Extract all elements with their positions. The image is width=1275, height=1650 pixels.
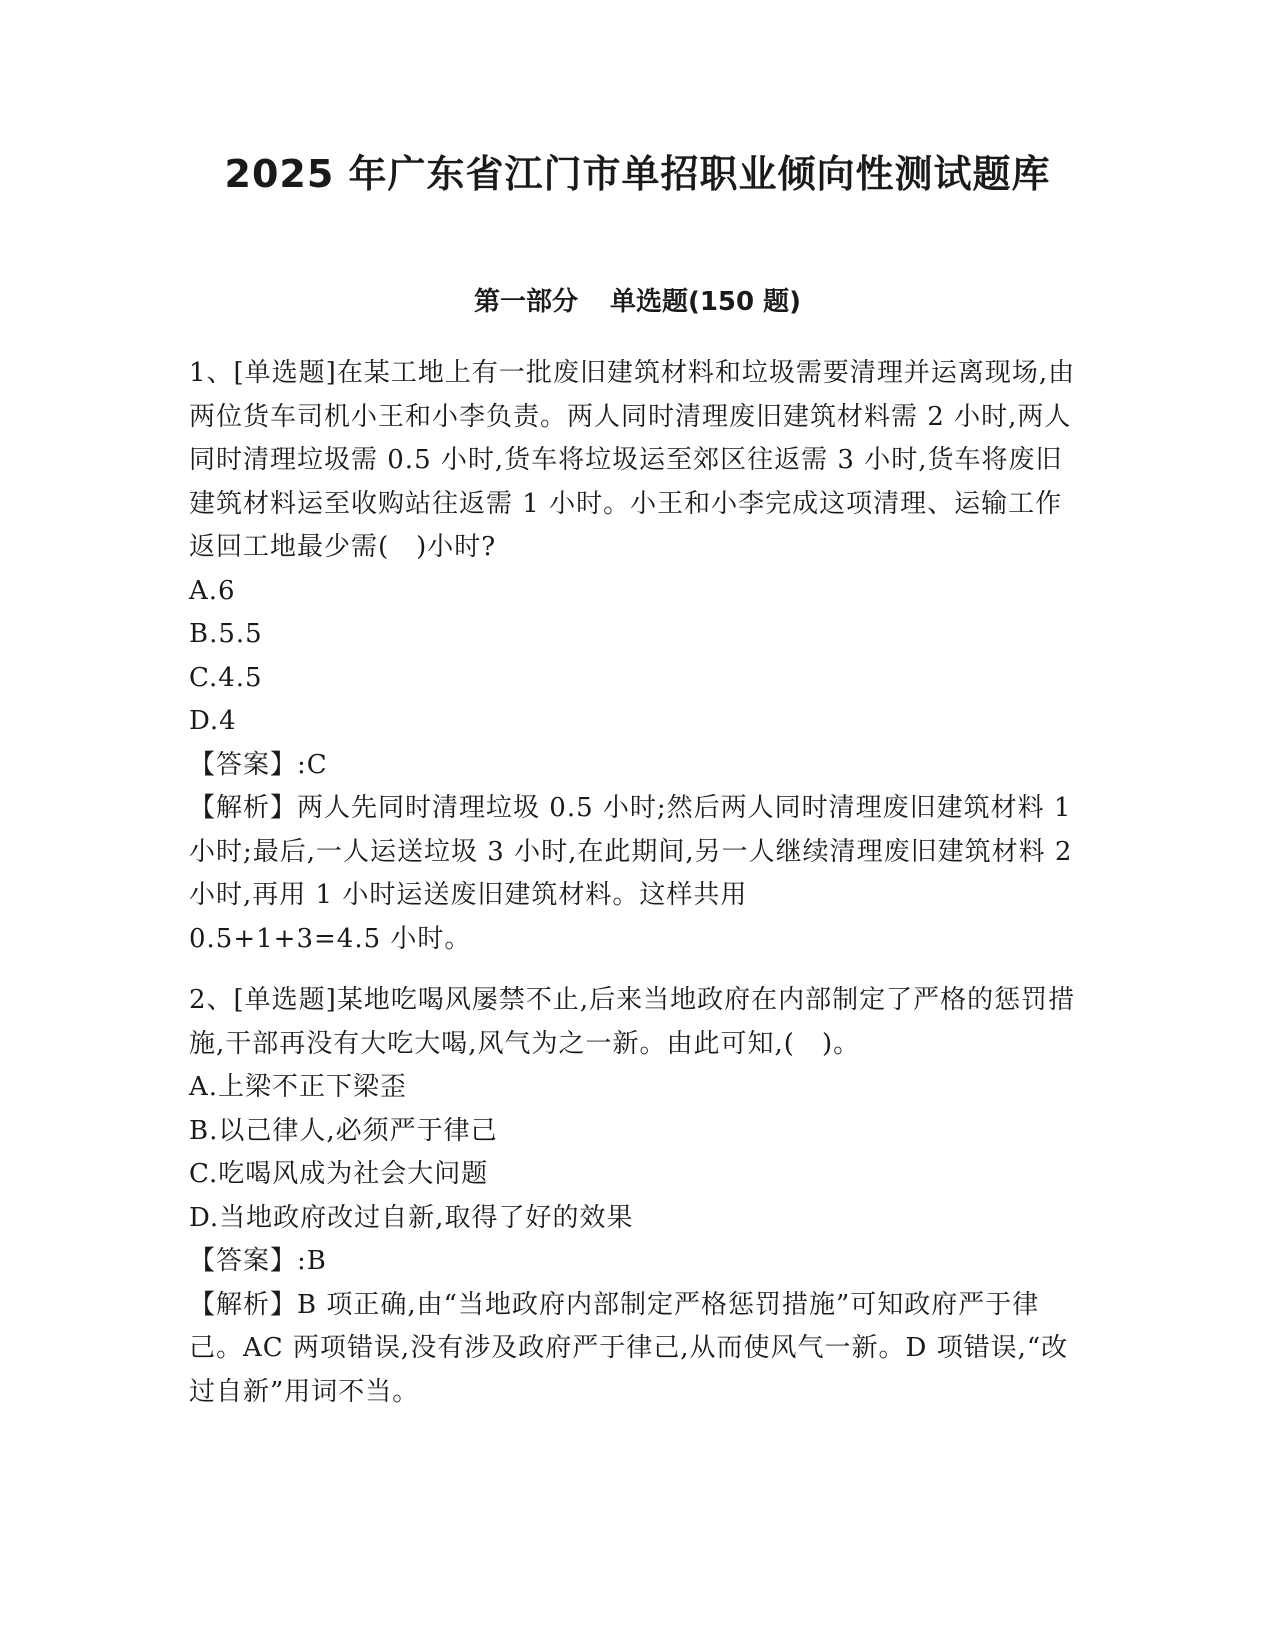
question-list	[189, 352, 1079, 1414]
answer-value: C	[306, 749, 328, 780]
question-stem: 2、[单选题]某地吃喝风屡禁不止,后来当地政府在内部制定了严格的惩罚措施,干部再没有大吃大喝,风气为之一新。由此可知,( )。	[189, 985, 1076, 1059]
analysis-text: B 项正确,由“当地政府内部制定严格惩罚措施”可知政府严于律己。AC 两项错误,没有涉及政府严于律己,从而使风气一新。D 项错误,“改过自新”用词不当。	[189, 1289, 1069, 1407]
option-d: D.4	[189, 706, 237, 736]
answer-line	[189, 744, 1079, 788]
analysis-line	[189, 787, 1079, 918]
answer-label: 【答案】:	[189, 749, 307, 780]
analysis-label: 【解析】	[189, 1289, 298, 1320]
analysis-line	[189, 1284, 1079, 1415]
option-a: A.6	[189, 575, 236, 606]
section-heading	[0, 284, 1275, 320]
question-stem: 1、[单选题]在某工地上有一批废旧建筑材料和垃圾需要清理并运离现场,由两位货车司机小王和小李负责。两人同时清理废旧建筑材料需 2 小时,两人同时清理垃圾需 0.5 小时,货车将垃圾运至郊区往返需 3 小时,货车将废旧建筑材料运至收购站往返需 1 小时。小王和小李完成这项清理、运输工作返回工地最少需( )小时?	[189, 358, 1076, 562]
answer-value: B	[306, 1246, 327, 1276]
option-c: C.4.5	[189, 662, 263, 693]
option-b: B.5.5	[189, 619, 263, 649]
section-name: 单选题(150 题)	[609, 287, 802, 317]
question-2	[189, 979, 1079, 1414]
analysis-tail: 0.5+1+3=4.5 小时。	[189, 923, 472, 954]
option-b: B.以己律人,必须严于律己	[189, 1115, 498, 1146]
section-part: 第一部分	[473, 287, 578, 317]
document-title: 2025 年广东省江门市单招职业倾向性测试题库	[224, 152, 1051, 196]
answer-line	[189, 1240, 1079, 1284]
analysis-text: 两人先同时清理垃圾 0.5 小时;然后两人同时清理废旧建筑材料 1 小时;最后,一人运送垃圾 3 小时,在此期间,另一人继续清理废旧建筑材料 2 小时,再用 1 小时运送废旧建筑材料。这样共用	[189, 793, 1073, 910]
answer-label: 【答案】:	[189, 1246, 307, 1276]
question-1	[189, 352, 1079, 961]
option-a: A.上梁不正下梁歪	[189, 1072, 408, 1102]
analysis-label: 【解析】	[189, 793, 298, 823]
option-c: C.吃喝风成为社会大问题	[189, 1159, 489, 1189]
option-d: D.当地政府改过自新,取得了好的效果	[189, 1202, 634, 1233]
